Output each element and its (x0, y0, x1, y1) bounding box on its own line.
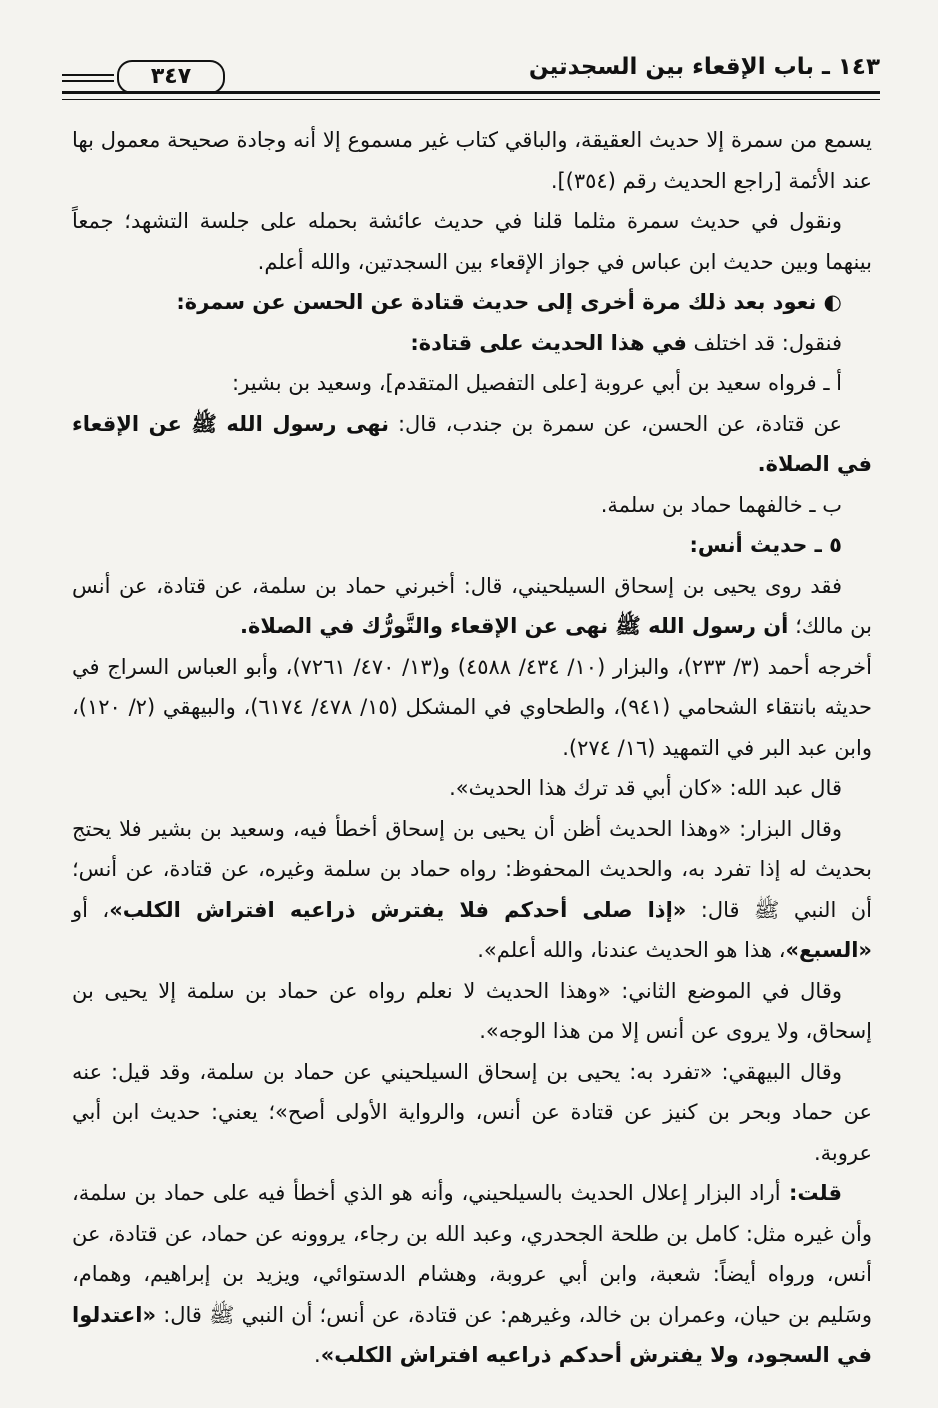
paragraph-p13 (72, 971, 872, 1052)
page-body (72, 120, 872, 1376)
text-segment: وقال في الموضع الثاني: «وهذا الحديث لا نعلم رواه عن حماد بن سلمة إلا يحيى بن إسحاق، ولا يروى عن أنس إلا من هذا الوجه». (72, 978, 872, 1043)
text-segment: «إذا صلى أحدكم فلا يفترش ذراعيه افتراش الكلب» (109, 897, 687, 922)
paragraph-p5 (72, 363, 872, 404)
running-title: ١٤٣ ـ باب الإقعاء بين السجدتين (528, 54, 880, 80)
text-segment: «السبع» (785, 938, 872, 962)
page-number-badge: ٣٤٧ (117, 60, 225, 94)
paragraph-p9 (72, 566, 872, 647)
text-segment: ، أو (72, 897, 110, 922)
paragraph-p4 (72, 323, 872, 364)
text-segment: نهى رسول الله ﷺ عن الإقعاء في الصلاة. (72, 411, 872, 476)
text-segment: في هذا الحديث على قتادة: (410, 330, 687, 355)
text-segment: فقد روى يحيى بن إسحاق السيلحيني، قال: أخبرني حماد بن سلمة، عن قتادة، عن أنس بن مالك؛ (72, 573, 872, 638)
text-segment: قال عبد الله: «كان أبي قد ترك هذا الحديث». (449, 776, 842, 800)
text-segment: فنقول: قد اختلف (686, 330, 842, 355)
header-ornament-lines (62, 74, 114, 82)
text-segment: ونقول في حديث سمرة مثلما قلنا في حديث عائشة بحمله على جلسة التشهد؛ جمعاً بينهما وبين حديث ابن عباس في جواز الإقعاء بين السجدتين، والله أعلم. (72, 209, 872, 274)
text-segment: عن قتادة، عن الحسن، عن سمرة بن جندب، قال: (389, 411, 842, 436)
paragraph-p12 (72, 809, 872, 971)
text-segment: أن رسول الله ﷺ نهى عن الإقعاء والتَّورُّك في الصلاة. (239, 614, 789, 638)
text-segment: أ ـ فرواه سعيد بن أبي عروبة [على التفصيل المتقدم]، وسعيد بن بشير: (232, 371, 842, 395)
text-segment: وقال البزار: «وهذا الحديث أظن أن يحيى بن إسحاق أخطأ فيه، وسعيد بن بشير فلا يحتج بحديث له إذا تفرد به، والحديث المحفوظ: رواه حماد بن سلمة وغيره، عن قتادة، عن أنس؛ أن النبي ﷺ قال: (72, 816, 872, 922)
paragraph-p8 (72, 525, 872, 566)
page-header (62, 48, 880, 96)
text-segment: ب ـ خالفهما حماد بن سلمة. (600, 492, 842, 517)
text-segment: يسمع من سمرة إلا حديث العقيقة، والباقي كتاب غير مسموع إلا أنه وجادة صحيحة معمول بها عند الأئمة [راجع الحديث رقم (٣٥٤)]. (72, 128, 872, 193)
paragraph-p14 (72, 1052, 872, 1174)
text-segment: «اعتدلوا في السجود، ولا يفترش أحدكم ذراعيه افتراش الكلب» (72, 1302, 872, 1367)
text-segment: وقال البيهقي: «تفرد به: يحيى بن إسحاق السيلحيني عن حماد بن سلمة، وقد قيل: عنه عن حماد وبحر بن كنيز عن قتادة عن أنس، والرواية الأولى أصح»؛ يعني: حديث ابن أبي عروبة. (72, 1059, 872, 1165)
paragraph-p3 (72, 282, 872, 323)
header-rule-thin (62, 99, 880, 100)
paragraph-p6 (72, 404, 872, 485)
text-segment: أخرجه أحمد (٣/ ٢٣٣)، والبزار (١٠/ ٤٣٤/ ٤٥٨٨) و(١٣/ ٤٧٠/ ٧٢٦١)، وأبو العباس السراج في حديثه بانتقاء الشحامي (٩٤١)، والطحاوي في المشكل (١٥/ ٤٧٨/ ٦١٧٤)، والبيهقي (٢/ ١٢٠)، وابن عبد البر في التمهيد (١٦/ ٢٧٤). (72, 654, 872, 760)
text-segment: ◐ نعود بعد ذلك مرة أخرى إلى حديث قتادة عن الحسن عن سمرة: (176, 290, 842, 314)
text-segment: قلت: (780, 1181, 842, 1205)
paragraph-p10 (72, 647, 872, 769)
text-segment: ٥ ـ حديث أنس: (689, 533, 842, 557)
paragraph-p1 (72, 120, 872, 201)
text-segment: أراد البزار إعلال الحديث بالسيلحيني، وأنه هو الذي أخطأ فيه على حماد بن سلمة، وأن غيره مثل: كامل بن طلحة الجحدري، وعبد الله بن رجاء، يروونه عن حماد، عن قتادة، عن أنس، ورواه أيضاً: شعبة، وابن أبي عروبة، وهشام الدستوائي، ويزيد بن إبراهيم، وهمام، وسَليم بن حيان، وعمران بن خالد، وغيرهم: عن قتادة، عن أنس؛ أن النبي ﷺ قال: (72, 1181, 872, 1327)
header-rule (62, 91, 880, 94)
paragraph-p2 (72, 201, 872, 282)
text-segment: . (314, 1343, 321, 1367)
text-segment: ، هذا هو الحديث عندنا، والله أعلم». (477, 938, 786, 962)
paragraph-p11 (72, 768, 872, 809)
paragraph-p7 (72, 485, 872, 526)
paragraph-p15 (72, 1173, 872, 1376)
